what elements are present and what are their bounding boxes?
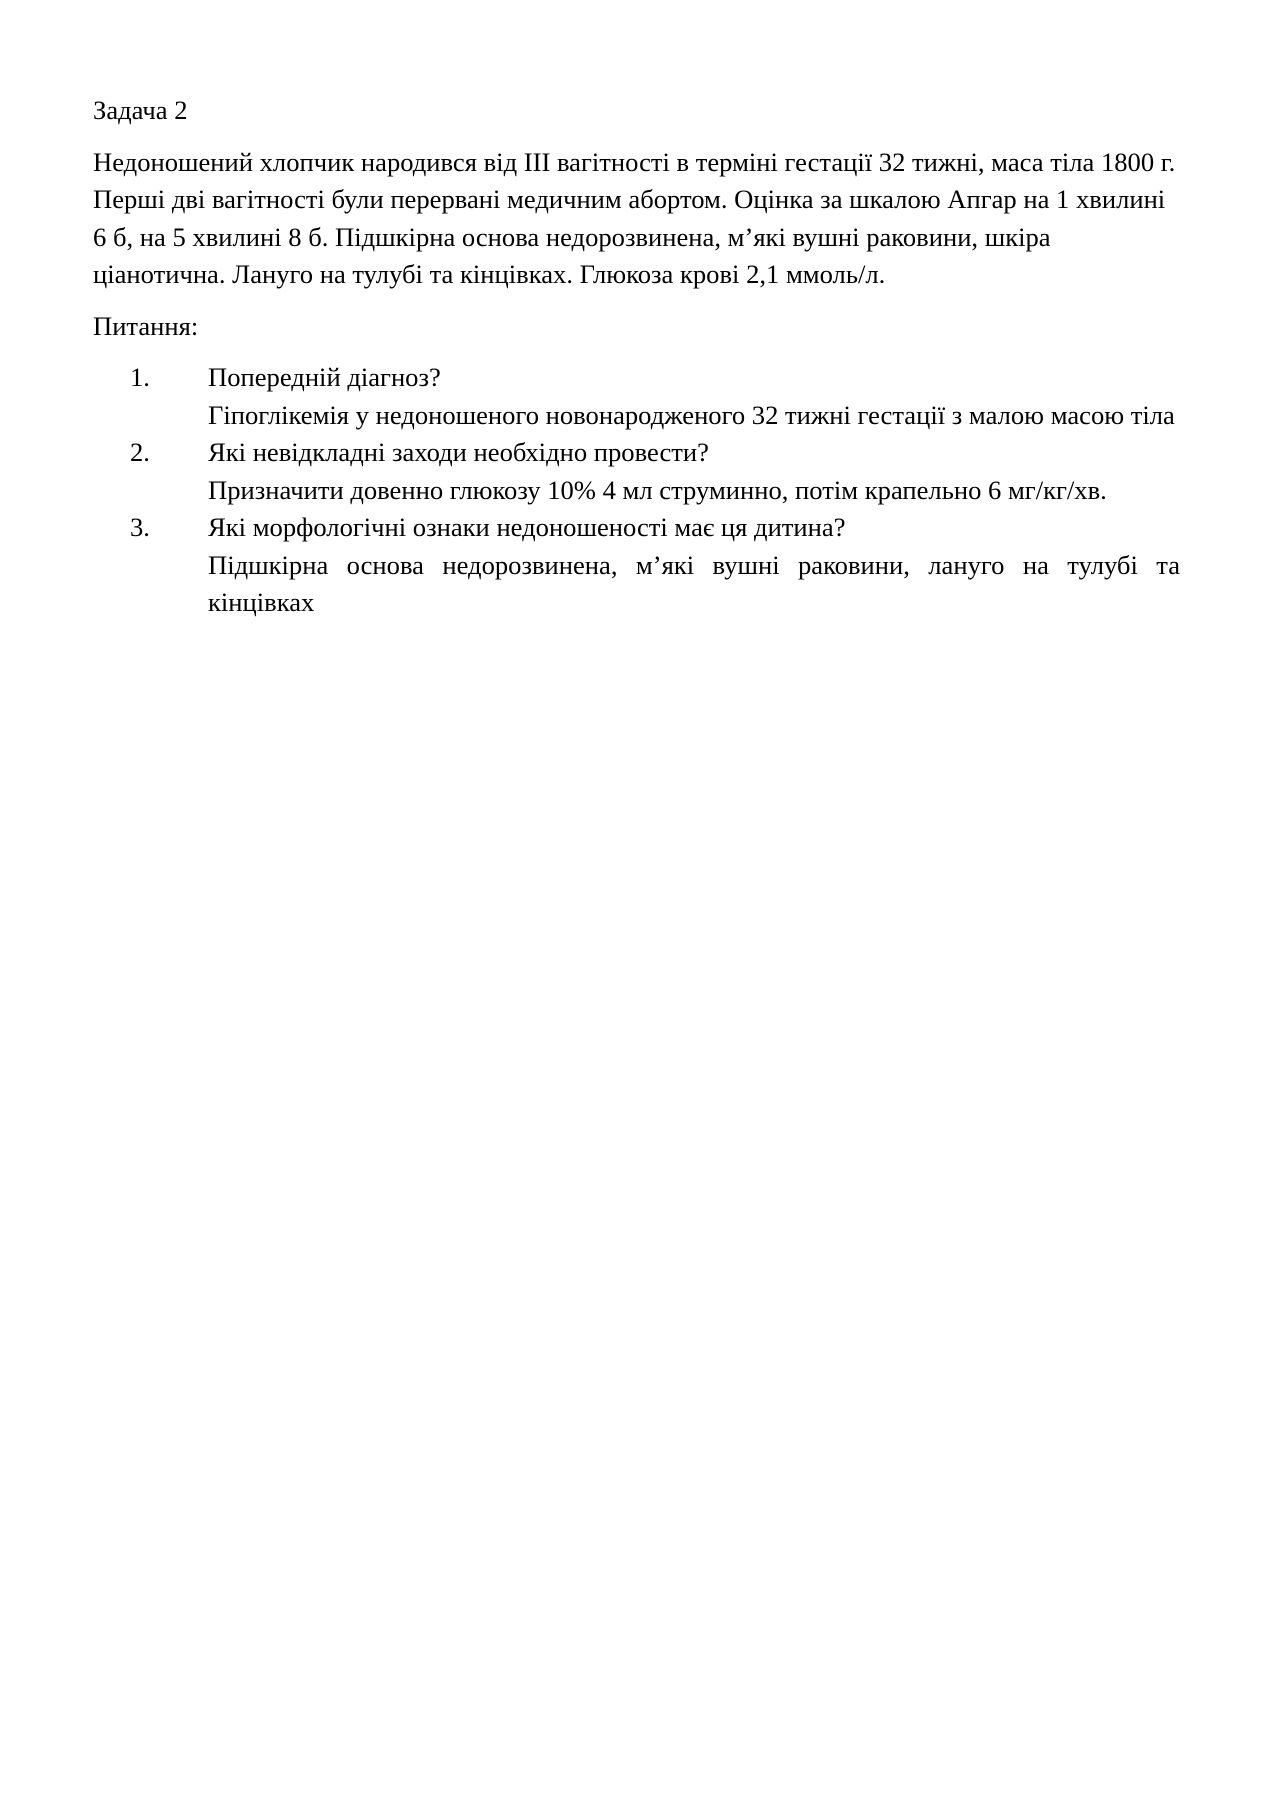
question-number: 2. (130, 437, 150, 467)
question-text: Які морфологічні ознаки недоношеності має ця дитина? (208, 512, 846, 542)
question-text: Попередній діагноз? (208, 362, 441, 392)
question-number: 1. (130, 362, 150, 392)
questions-label: Питання: (93, 310, 199, 341)
answer-text: Призначити довенно глюкозу 10% 4 мл струминно, потім крапельно 6 мг/кг/хв. (208, 474, 1107, 505)
question-item-3 (93, 509, 1180, 622)
task-title: Задача 2 (93, 95, 188, 125)
question-number: 3. (130, 512, 150, 542)
case-description: Недоношений хлопчик народився від III вагітності в терміні гестації 32 тижні, маса тіла 1800 г. Перші дві вагітності були перервані медичним абортом. Оцінка за шкалою Апгар на 1 хвилині 6 б, на 5 хвилині 8 б. Підшкірна основа недорозвинена, м’які вушні раковини, шкіра ціанотична. Лануго на тулубі та кінцівках. Глюкоза крові 2,1 ммоль/л. (93, 146, 1176, 289)
questions-list (93, 359, 1180, 622)
question-item-1 (93, 359, 1180, 434)
answer-text: Гіпоглікемія у недоношеного новонародженого 32 тижні гестації з малою масою тіла (208, 399, 1175, 430)
document-content (93, 92, 1180, 622)
question-text: Які невідкладні заходи необхідно провести? (208, 437, 709, 467)
answer-text: Підшкірна основа недорозвинена, м’які вушні раковини, лануго на тулубі та кінцівках (208, 549, 1180, 617)
question-item-2 (93, 434, 1180, 509)
